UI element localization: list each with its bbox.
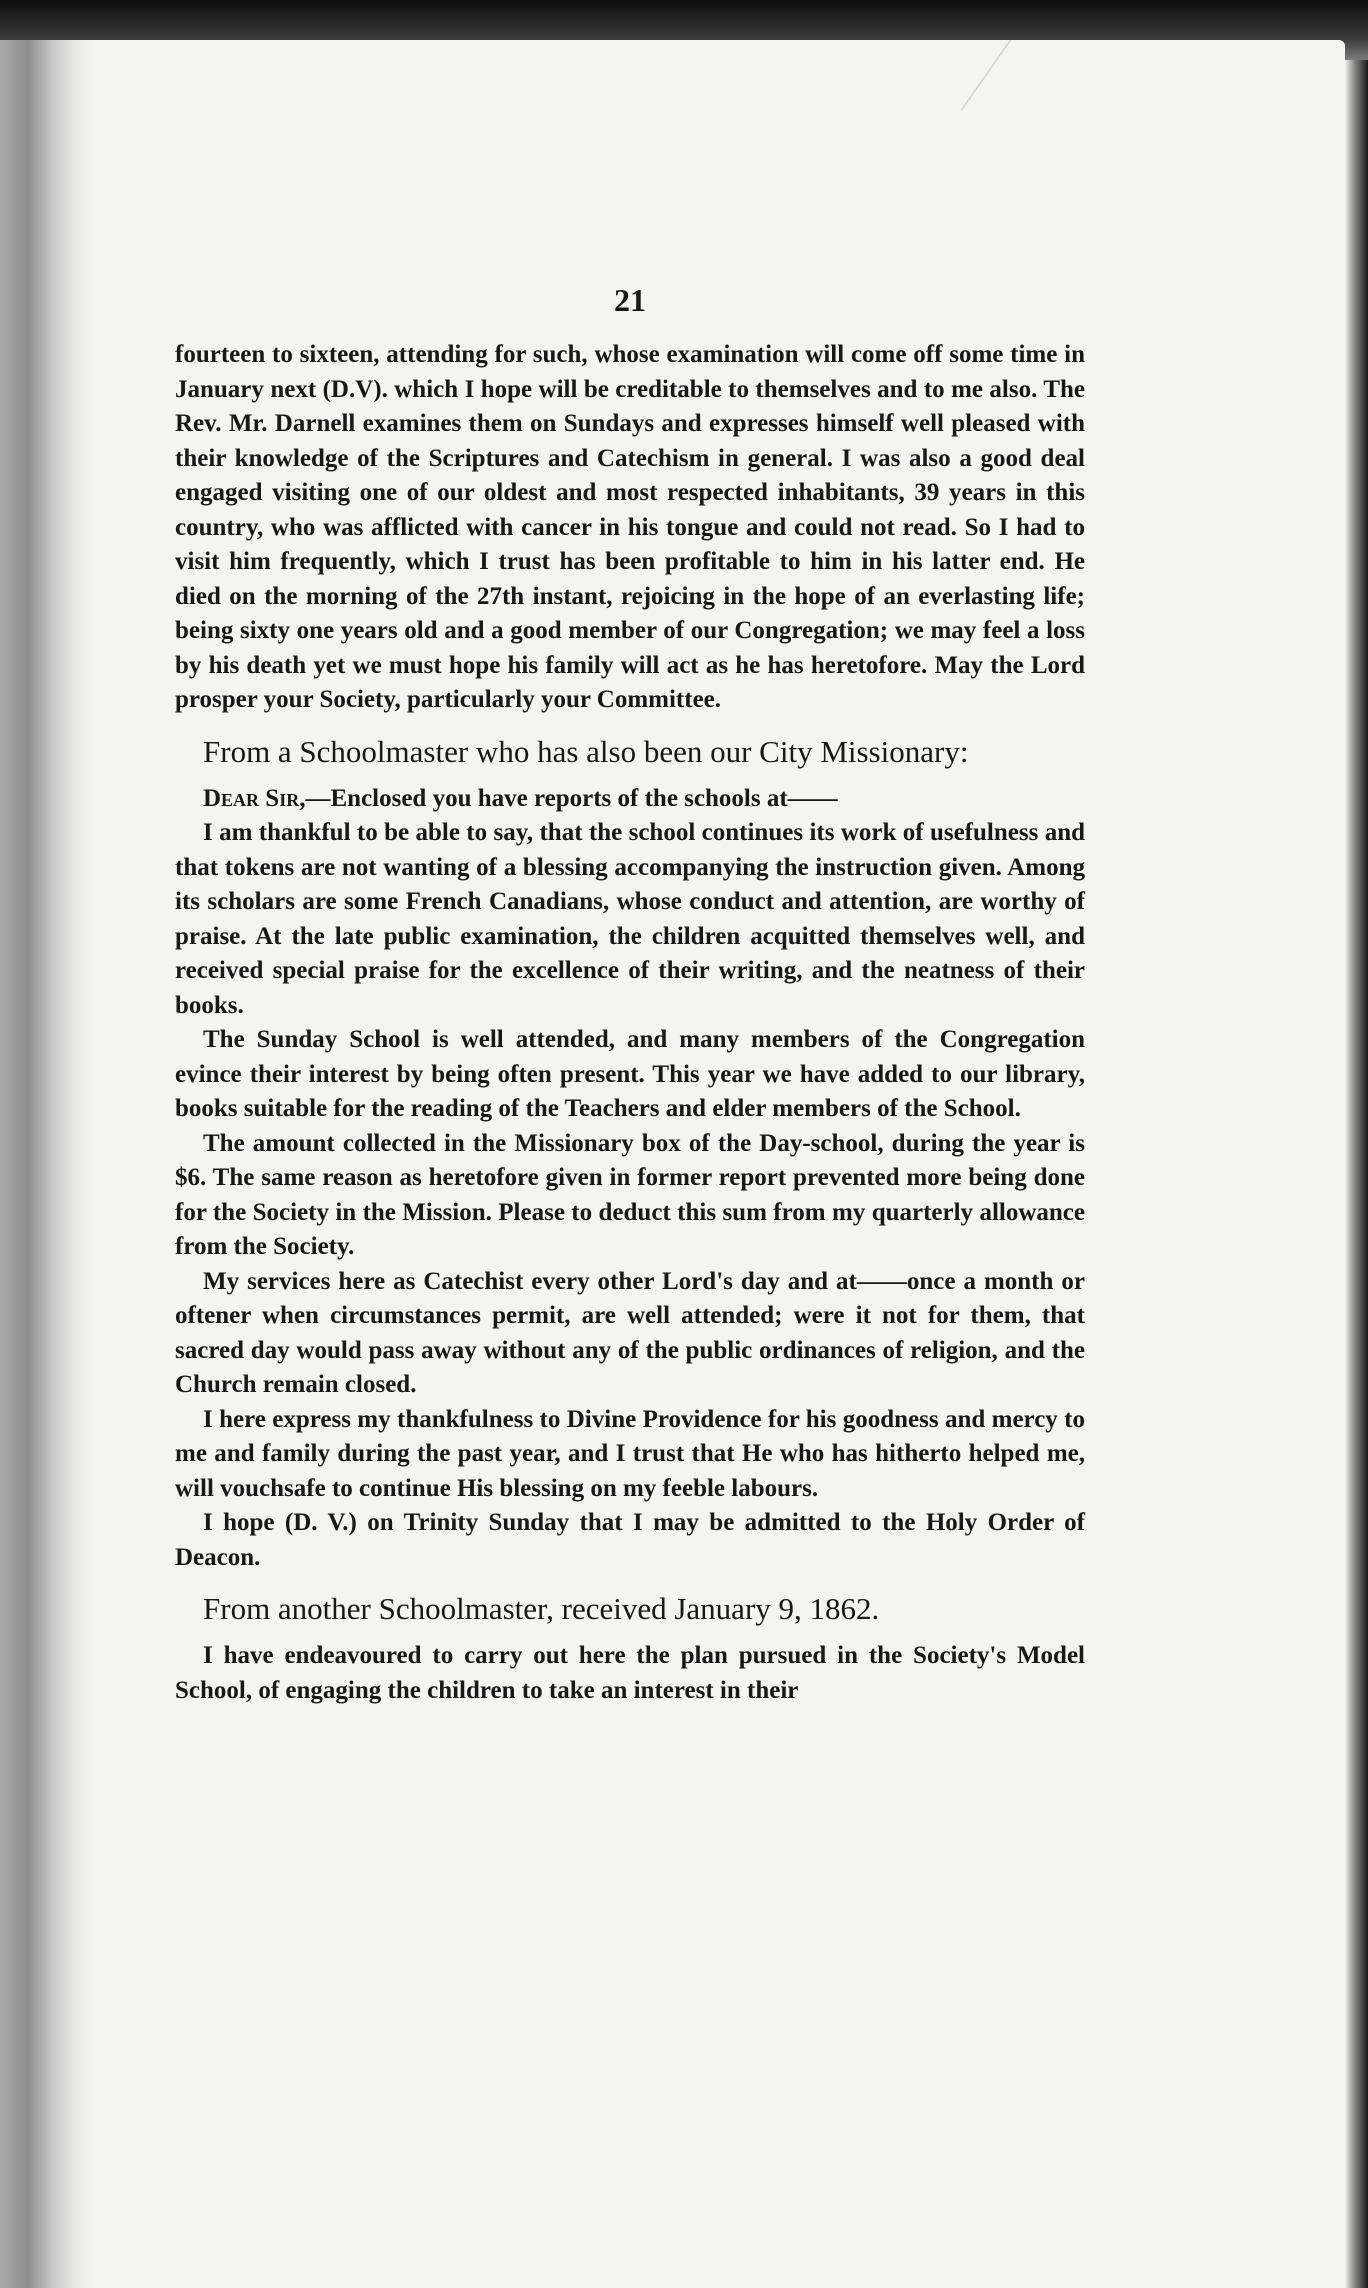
page-number: 21 [614,282,646,318]
salutation-text: Dear Sir, [203,784,306,812]
page-text-block [175,280,1085,1708]
section-heading-another-schoolmaster: From another Schoolmaster, received January 9, 1862. [203,1591,880,1626]
paragraph-model-school: I have endeavoured to carry out here the plan pursued in the Society's Model School, of engaging the children to take an interest in their [175,1642,1085,1704]
paragraph-missionary-box: The amount collected in the Missionary box of the Day-school, during the year is $6. The same reason as heretofore given in former report prevented more being done for the Society in the Mission. Please to deduct this sum from my quarterly allowance from the Society. [175,1129,1085,1260]
paragraph-sunday-school: The Sunday School is well attended, and many members of the Congregation evince their interest by being often present. This year we have added to our library, books suitable for the reading of the Teachers and elder members of the School. [175,1026,1085,1122]
page-right-edge-shadow [1345,60,1368,2288]
paragraph-trinity-sunday: I hope (D. V.) on Trinity Sunday that I may be admitted to the Holy Order of Deacon. [175,1509,1085,1571]
page-gutter-shadow [0,40,95,2288]
paragraph-catechist-services: My services here as Catechist every other Lord's day and at——once a month or oftener when circumstances permit, are well attended; were it not for them, that sacred day would pass away without any of the public ordinances of religion, and the Church remain closed. [175,1267,1085,1398]
section-heading-city-missionary: From a Schoolmaster who has also been our City Missionary: [203,733,969,769]
salutation-body: —Enclosed you have reports of the schools at—— [305,784,838,812]
paragraph-school-usefulness: I am thankful to be able to say, that the school continues its work of usefulness and that tokens are not wanting of a blessing accompanying the instruction given. Among its scholars are some French Canadians, whose conduct and attention, are worthy of praise. At the late public examination, the children acquitted themselves well, and received special praise for the excellence of their writing, and the neatness of their books. [175,819,1085,1019]
paragraph-thankfulness: I here express my thankfulness to Divine Providence for his goodness and mercy to me and family during the past year, and I trust that He who has hitherto helped me, will vouchsafe to continue His blessing on my feeble labours. [175,1405,1085,1502]
paragraph-letter-continuation: fourteen to sixteen, attending for such, whose examination will come off some time in January next (D.V). which I hope will be creditable to themselves and to me also. The Rev. Mr. Darnell examines them on Sundays and expresses himself well pleased with their knowledge of the Scriptures and Catechism in general. I was also a good deal engaged visiting one of our oldest and most respected inhabitants, 39 years in this country, who was afflicted with cancer in his tongue and could not read. So I had to visit him frequently, which I trust has been profitable to him in his latter end. He died on the morning of the 27th instant, rejoicing in the hope of an everlasting life; being sixty one years old and a good member of our Congregation; we may feel a loss by his death yet we must hope his family will act as he has heretofore. May the Lord prosper your Society, particularly your Committee. [175,341,1085,713]
paragraph-salutation [175,782,1085,817]
